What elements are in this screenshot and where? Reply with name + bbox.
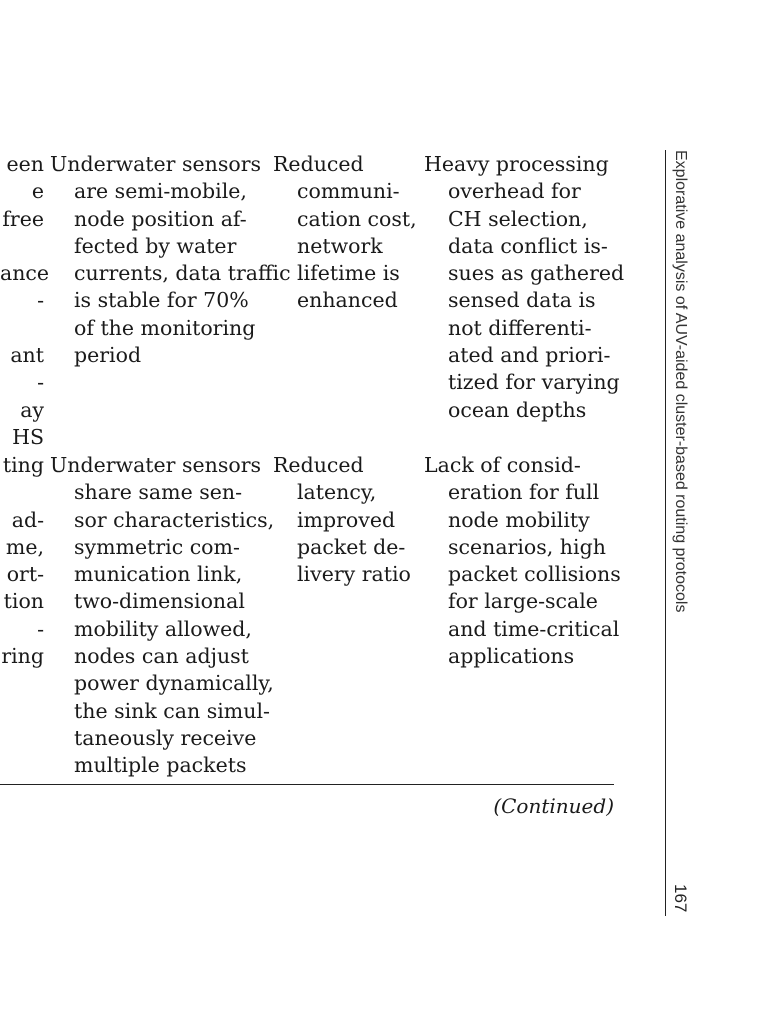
table-cell-line: the sink can simul- xyxy=(74,698,270,723)
table-cell-line: sensed data is xyxy=(448,288,596,313)
table-cell-line: livery ratio xyxy=(297,562,411,587)
table-cell-line: Lack of consid- xyxy=(424,453,581,477)
table-cell-line: currents, data traffic xyxy=(74,261,291,286)
table-cell-line: two-dimensional xyxy=(74,589,245,614)
table-cell-line: latency, xyxy=(297,480,377,505)
table-cell-line: sues as gathered xyxy=(448,261,625,286)
table-cell-line: munication link, xyxy=(74,562,243,587)
table-cell-line: ated and priori- xyxy=(448,343,611,368)
table-cell-line: of the monitoring xyxy=(74,315,256,340)
row2-limitations-cell xyxy=(424,452,621,670)
table-cell-line: taneously receive xyxy=(74,725,257,750)
page-number: 167 xyxy=(671,884,690,913)
table-cell-line: enhanced xyxy=(297,288,398,313)
table-cell-line: ort- xyxy=(6,562,44,587)
table-cell-line: cation cost, xyxy=(297,206,417,231)
table-cell-line: are semi-mobile, xyxy=(74,179,247,204)
table-cell-line: not differenti- xyxy=(448,315,592,340)
row1-limitations-cell xyxy=(424,151,624,424)
table-cell-line: Reduced xyxy=(273,152,364,176)
table-cell-line: lifetime is xyxy=(297,261,400,286)
table-cell-line: symmetric com- xyxy=(74,534,240,559)
continued-label: (Continued) xyxy=(493,794,614,818)
table-cell-line xyxy=(0,479,44,506)
table-cell-line: - xyxy=(37,288,44,313)
table-cell-line: een xyxy=(6,152,44,176)
table-cell-line: network xyxy=(297,233,383,258)
table-cell-line: nodes can adjust xyxy=(74,644,249,669)
table-cell-line: overhead for xyxy=(448,179,581,204)
table-cell-line: ocean depths xyxy=(448,397,587,422)
row1-cut-off-column xyxy=(0,151,50,451)
table-cell-line: scenarios, high xyxy=(448,534,606,559)
running-title: Explorative analysis of AUV-aided cluster-based routing protocols xyxy=(672,150,689,613)
table-cell-line: multiple packets xyxy=(74,753,247,778)
table-cell-line: sor characteristics, xyxy=(74,507,275,532)
table-cell-line: and time-critical xyxy=(448,616,620,641)
table-cell-line: ad- xyxy=(11,507,44,532)
table-cell-line: mobility allowed, xyxy=(74,616,252,641)
table-cell-line: applications xyxy=(448,644,575,669)
row1-assumptions-cell xyxy=(50,151,291,369)
table-cell-line: Heavy processing xyxy=(424,152,609,176)
table-cell-line: me, xyxy=(5,534,44,559)
table-cell-line: tized for varying xyxy=(448,370,620,395)
table-cell-line: ant xyxy=(10,343,44,368)
table-cell-line: fected by water xyxy=(74,233,237,258)
table-cell-line: packet collisions xyxy=(448,562,621,587)
table-cell-line: is stable for 70% xyxy=(74,288,249,313)
row1-advantages-cell xyxy=(273,151,417,315)
table-cell-line: for large-scale xyxy=(448,589,598,614)
table-cell-line: tion xyxy=(3,589,44,614)
table-cell-line: ring xyxy=(1,644,44,669)
row2-cut-off-column xyxy=(0,452,44,670)
table-cell-line: data conflict is- xyxy=(448,233,608,258)
running-head-rule xyxy=(665,150,666,916)
table-cell-line: Underwater sensors xyxy=(50,453,262,477)
table-cell-line xyxy=(0,315,44,342)
table-cell-line: improved xyxy=(297,507,396,532)
table-cell-line xyxy=(0,233,44,260)
table-cell-line: ance xyxy=(0,261,50,286)
table-cell-line: HS xyxy=(12,424,44,449)
table-cell-line: share same sen- xyxy=(74,480,243,505)
table-cell-line: node mobility xyxy=(448,507,590,532)
table-cell-line: e xyxy=(31,179,44,204)
table-cell-line: eration for full xyxy=(448,480,600,505)
table-cell-line: packet de- xyxy=(297,534,406,559)
row2-advantages-cell xyxy=(273,452,411,588)
table-cell-line: - xyxy=(37,370,44,395)
table-cell-line: - xyxy=(37,616,44,641)
table-cell-line: free xyxy=(2,206,44,231)
table-cell-line: communi- xyxy=(297,179,400,204)
table-cell-line: node position af- xyxy=(74,206,247,231)
table-bottom-rule xyxy=(0,784,614,785)
table-cell-line: CH selection, xyxy=(448,206,588,231)
table-cell-line: Underwater sensors xyxy=(50,152,262,176)
table-cell-line: ting xyxy=(2,453,44,477)
table-cell-line: Reduced xyxy=(273,453,364,477)
table-cell-line: power dynamically, xyxy=(74,671,274,696)
row2-assumptions-cell xyxy=(50,452,274,780)
table-cell-line: ay xyxy=(20,397,44,422)
table-cell-line: period xyxy=(74,343,142,368)
